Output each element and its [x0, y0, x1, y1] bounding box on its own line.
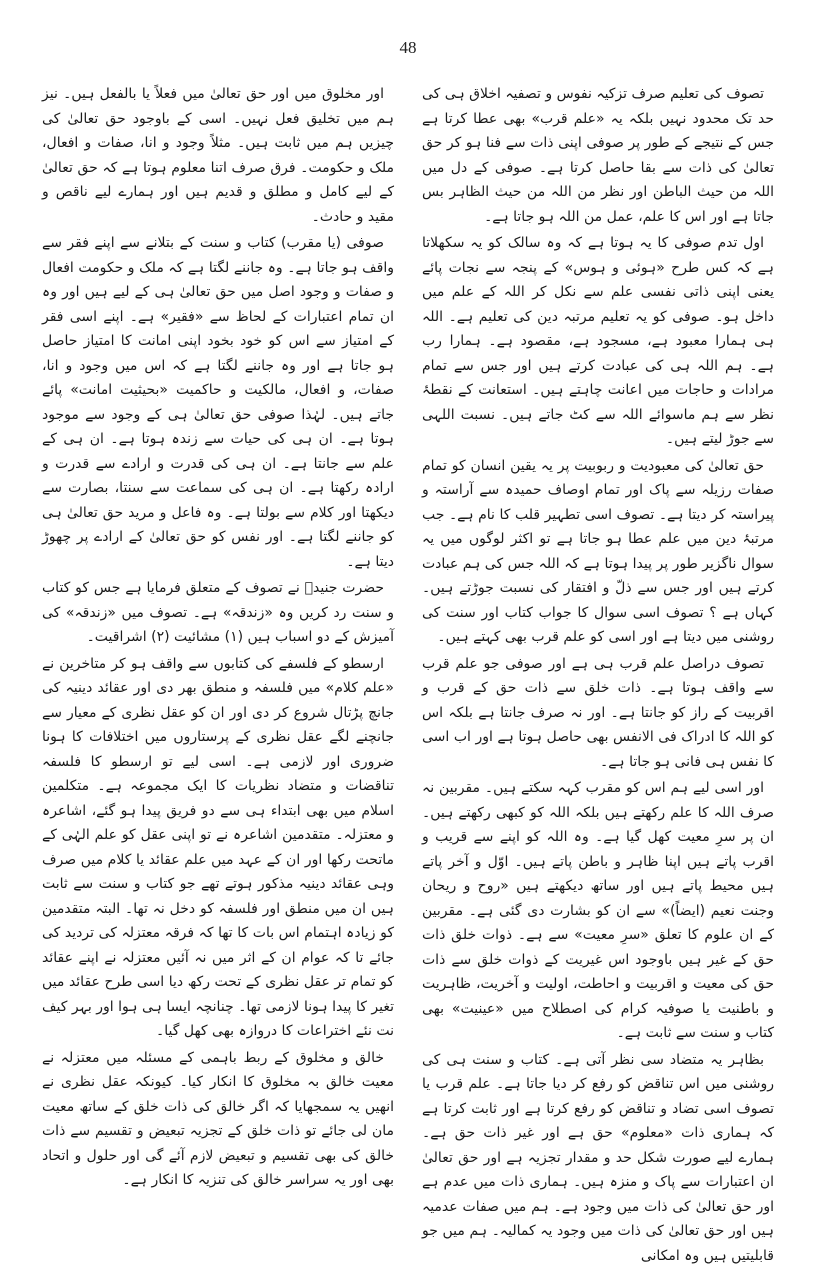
paragraph: بظاہر یہ متضاد سی نظر آتی ہے۔ کتاب و سنت ہی کی روشنی میں اس تناقض کو رفع کر دیا جاتا ہے۔ علم قرب یا تصوف اسی تضاد و تناقض کو رفع کرتا ہے اور ثابت کرتا ہے کہ ہماری ذات «معلوم» حق ہے اور غیر ذات حق ہے۔ ہمارے لیے صورت شکل حد و مقدار تجزیہ ہے اور حق تعالیٰ ان اعتبارات سے پاک و منزہ ہیں۔ ہماری ذات میں عدم ہے اور حق تعالیٰ کی ذات میں وجود ہے۔ ہم میں صفات عدمیہ ہیں اور حق تعالیٰ کی ذات میں وجود یہ کمالیہ۔ ہم میں جو قابلیتیں ہیں وہ امکانی [422, 1048, 774, 1268]
page-number: 48 [0, 38, 816, 58]
paragraph: تصوف دراصل علم قرب ہی ہے اور صوفی جو علم قرب سے واقف ہوتا ہے۔ ذات خلق سے ذات حق کے قرب و اقربیت کے راز کو جانتا ہے۔ اور نہ صرف جانتا ہے بلکہ اس کو اللہ کا ادراک فی الانفس بھی حاصل ہوتا ہے اور اب اسی کا نفس ہی فانی ہو جاتا ہے۔ [422, 652, 774, 775]
paragraph: حق تعالیٰ کی معبودیت و ربوبیت پر یہ یقین انسان کو تمام صفات رزیلہ سے پاک اور تمام اوصاف حمیدہ سے آراستہ و پیراستہ کر دیتا ہے۔ تصوف اسی تطہیر قلب کا نام ہے۔ جب مرتبۂ دین میں علم عطا ہو جاتا ہے تو اکثر لوگوں میں یہ سوال ناگزیر طور پر پیدا ہوتا ہے کہ اللہ جس کی ہم عبادت کرتے ہیں اور جس سے ذلّ و افتقار کی نسبت جوڑتے ہیں۔ کہاں ہے ؟ تصوف اسی سوال کا جواب کتاب اور سنت کی روشنی میں دیتا ہے اور اسی کو علم قرب بھی کہتے ہیں۔ [422, 454, 774, 650]
paragraph: تصوف کی تعلیم صرف تزکیہ نفوس و تصفیہ اخلاق ہی کی حد تک محدود نہیں بلکہ یہ «علم قرب» بھی عطا کرتا ہے جس کے نتیجے کے طور پر صوفی اپنی ذات سے فنا ہو کر حق تعالیٰ کی ذات سے بقا حاصل کرتا ہے۔ صوفی کے دل میں اللہ من حیث الباطن اور نظر من اللہ من حیث الظاہر بس جاتا ہے اور اس کا علم، عمل من اللہ ہو جاتا ہے۔ [422, 82, 774, 229]
left-column [42, 82, 394, 1062]
paragraph: حضرت جنیدؒ نے تصوف کے متعلق فرمایا ہے جس کو کتاب و سنت رد کریں وہ «زندقہ» ہے۔ تصوف میں «زندقہ» کی آمیزش کے دو اسباب ہیں (۱) مشائیت (۲) اشراقیت۔ [42, 576, 394, 650]
paragraph: اور مخلوق میں اور حق تعالیٰ میں فعلاً یا بالفعل ہیں۔ نیز ہم میں تخلیق فعل نہیں۔ اسی کے باوجود حق تعالیٰ کی چیزیں ہم میں ثابت ہیں۔ مثلاً وجود و انا، صفات و افعال، ملک و حکومت۔ فرق صرف اتنا معلوم ہوتا ہے کہ حق تعالیٰ کے لیے کامل و مطلق و قدیم ہیں اور ہمارے لیے ناقص و مقید و حادث۔ [42, 82, 394, 229]
text-columns [42, 82, 774, 1062]
paragraph: ارسطو کے فلسفے کی کتابوں سے واقف ہو کر متاخرین نے «علم کلام» میں فلسفہ و منطق بھر دی اور عقائد دینیہ کی جانچ پڑتال شروع کر دی اور ان کو عقل نظری کے معیار سے جانچنے لگے عقل نظری کے پرستاروں میں اختلافات کا ہونا ضروری اور لازمی ہے۔ اسی لیے تو ارسطو کا فلسفہ تناقضات و متضاد نظریات کا ایک مجموعہ ہے۔ متکلمین اسلام میں بھی ابتداء ہی سے دو فریق پیدا ہو گئے، اشاعرہ و معتزلہ۔ متقدمین اشاعرہ نے تو اپنی عقل کو علم الہٰی کے ماتحت رکھا اور ان کے عہد میں علم عقائد یا کلام میں صرف وہی عقائد دینیہ مذکور ہوتے تھے جو کتاب و سنت سے ثابت ہیں ان میں منطق اور فلسفہ کو دخل نہ تھا۔ البتہ متقدمین کو زیادہ اہتمام اس بات کا تھا کہ فرقہ معتزلہ کی تردید کی جائے تا کہ عوام ان کے اثر میں نہ آئیں معتزلہ نے اپنے عقائد کو تمام تر عقل نظری کے تحت رکھ دیا اسی طرح عقائد میں تغیر کا پیدا ہونا لازمی تھا۔ چنانچہ ایسا ہی ہوا اور بہر کیف نت نئے اختراعات کا دروازہ بھی کھل گیا۔ [42, 652, 394, 1044]
right-column [422, 82, 774, 1062]
paragraph: خالق و مخلوق کے ربط باہمی کے مسئلہ میں معتزلہ نے معیت خالق بہ مخلوق کا انکار کیا۔ کیونکہ عقل نظری نے انھیں یہ سمجھایا کہ اگر خالق کی ذات خلق کے ساتھ معیت مان لی جائے تو ذات خلق کے تجزیہ تبعیض و تقسیم سے ذات خالق کی بھی تقسیم و تبعیض لازم آئے گی اور حلول و اتحاد بھی اور یہ سراسر خالق کی تنزیہ کا انکار ہے۔ [42, 1046, 394, 1193]
paragraph: صوفی (یا مقرب) کتاب و سنت کے بتلانے سے اپنے فقر سے واقف ہو جاتا ہے۔ وہ جاننے لگتا ہے کہ ملک و حکومت افعال و صفات و وجود اصل میں حق تعالیٰ ہی کے لیے ہیں اور وہ ان تمام اعتبارات کے لحاظ سے «فقیر» ہے۔ اپنے اسی فقر کے امتیاز سے اس کو خود بخود اپنی امانت کا امتیاز حاصل ہو جاتا ہے اور وہ جاننے لگتا ہے کہ اس میں وجود و انا، صفات، و افعال، مالکیت و حاکمیت «بحیثیت امانت» پائے جاتے ہیں۔ لہٰذا صوفی حق تعالیٰ ہی کے وجود سے موجود ہوتا ہے۔ ان ہی کی حیات سے زندہ ہوتا ہے۔ ان ہی کے علم سے جانتا ہے۔ ان ہی کی قدرت و ارادے سے قدرت و ارادہ رکھتا ہے۔ ان ہی کی سماعت سے سنتا، بصارت سے دیکھتا اور کلام سے بولتا ہے۔ وہ فاعل و مرید حق تعالیٰ ہی کو جاننے لگتا ہے۔ اور نفس کو حق تعالیٰ کے ارادے پر چھوڑ دیتا ہے۔ [42, 231, 394, 574]
paragraph: اول تدم صوفی کا یہ ہوتا ہے کہ وہ سالک کو یہ سکھلاتا ہے کہ کس طرح «ہوئی و ہوس» کے پنجہ سے نجات پائے یعنی اپنی ذاتی نفسی علم سے نکل کر اللہ کے علم میں داخل ہو۔ صوفی کو یہ تعلیم مرتبہ دین کی تعلیم ہے۔ اللہ ہی ہمارا معبود ہے، مسجود ہے، مقصود ہے۔ ہمارا رب ہے۔ ہم اللہ ہی کی عبادت کرتے ہیں اور جس سے تمام مرادات و حاجات میں اعانت چاہتے ہیں۔ استعانت کے نقطۂ نظر سے ہم ماسوائے اللہ سے کٹ جاتے ہیں۔ نسبت اللہی سے جوڑ لیتے ہیں۔ [422, 231, 774, 452]
paragraph: اور اسی لیے ہم اس کو مقرب کہہ سکتے ہیں۔ مقربین نہ صرف اللہ کا علم رکھتے ہیں بلکہ اللہ کو کبھی رکھتے ہیں۔ ان پر سرِ معیت کھل گیا ہے۔ وہ اللہ کو اپنے سے قریب و اقرب پاتے ہیں اپنا ظاہر و باطن پاتے ہیں۔ اوّل و آخر پاتے ہیں محیط پاتے ہیں اور ساتھ دیکھتے ہیں «روح و ریحان وجنت نعیم (ایضاً)» سے ان کو بشارت دی گئی ہے۔ مقربین کے ان علوم کا تعلق «سرِ معیت» سے ہے۔ ذوات خلق ذات حق کے غیر ہیں باوجود اس غیریت کے ذوات خلق سے ذات حق کی معیت و اقربیت و احاطت، اولیت و آخریت، ظاہریت و باطنیت یا صوفیہ کرام کی اصطلاح میں «عینیت» بھی کتاب و سنت سے ثابت ہے۔ [422, 776, 774, 1046]
